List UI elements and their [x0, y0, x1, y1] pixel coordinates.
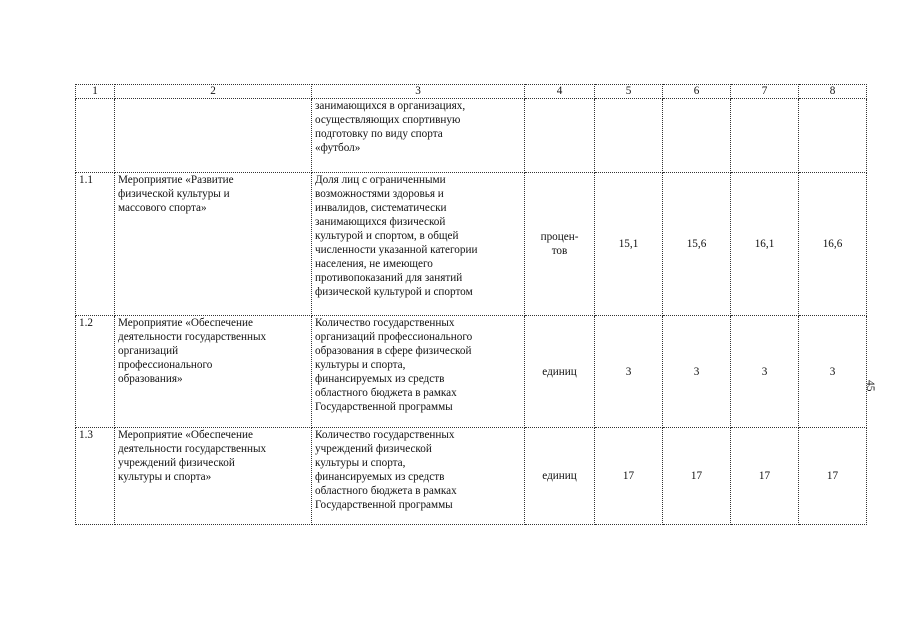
unit-cell — [525, 99, 595, 173]
event-cell: Мероприятие «Обеспечение деятельности государственных учреждений физической культуры и спорта» — [115, 428, 312, 525]
value-cell: 17 — [663, 428, 731, 525]
indicator-cell: Доля лиц с ограниченными возможностями здоровья и инвалидов, систематически занимающихся физической культурой и спортом, в общей численности указанной категории населения, не имеющего противопоказаний для занятий физической культурой и спортом — [312, 173, 525, 316]
indicator-cell: занимающихся в организациях, осуществляющих спортивную подготовку по виду спорта «футбол» — [312, 99, 525, 173]
table-row — [76, 316, 867, 428]
table-row-continuation — [76, 99, 867, 173]
event-cell: Мероприятие «Обеспечение деятельности государственных организаций профессионального образования» — [115, 316, 312, 428]
row-number: 1.1 — [76, 173, 115, 316]
value-cell: 17 — [595, 428, 663, 525]
header-cell: 2 — [115, 85, 312, 99]
unit-cell: единиц — [525, 428, 595, 525]
event-cell: Мероприятие «Развитие физической культуры и массового спорта» — [115, 173, 312, 316]
value-cell: 15,1 — [595, 173, 663, 316]
value-cell — [595, 99, 663, 173]
value-cell: 3 — [799, 316, 867, 428]
value-cell: 3 — [595, 316, 663, 428]
value-cell: 17 — [799, 428, 867, 525]
header-row — [76, 85, 867, 99]
value-cell: 15,6 — [663, 173, 731, 316]
header-cell: 5 — [595, 85, 663, 99]
table-row — [76, 173, 867, 316]
value-cell: 16,6 — [799, 173, 867, 316]
row-number — [76, 99, 115, 173]
value-cell — [799, 99, 867, 173]
unit-cell: процен- тов — [525, 173, 595, 316]
indicator-cell: Количество государственных учреждений физической культуры и спорта, финансируемых из средств областного бюджета в рамках Государственной программы — [312, 428, 525, 525]
value-cell — [731, 99, 799, 173]
header-cell: 8 — [799, 85, 867, 99]
value-cell: 16,1 — [731, 173, 799, 316]
header-cell: 6 — [663, 85, 731, 99]
unit-cell: единиц — [525, 316, 595, 428]
row-number: 1.2 — [76, 316, 115, 428]
value-cell: 17 — [731, 428, 799, 525]
value-cell: 3 — [663, 316, 731, 428]
value-cell: 3 — [731, 316, 799, 428]
event-cell — [115, 99, 312, 173]
page-number: 45 — [864, 380, 876, 392]
header-cell: 4 — [525, 85, 595, 99]
header-cell: 3 — [312, 85, 525, 99]
indicators-table — [75, 84, 867, 525]
value-cell — [663, 99, 731, 173]
indicator-cell: Количество государственных организаций профессионального образования в сфере физической культуры и спорта, финансируемых из средств областного бюджета в рамках Государственной программы — [312, 316, 525, 428]
header-cell: 1 — [76, 85, 115, 99]
row-number: 1.3 — [76, 428, 115, 525]
header-cell: 7 — [731, 85, 799, 99]
table-row — [76, 428, 867, 525]
